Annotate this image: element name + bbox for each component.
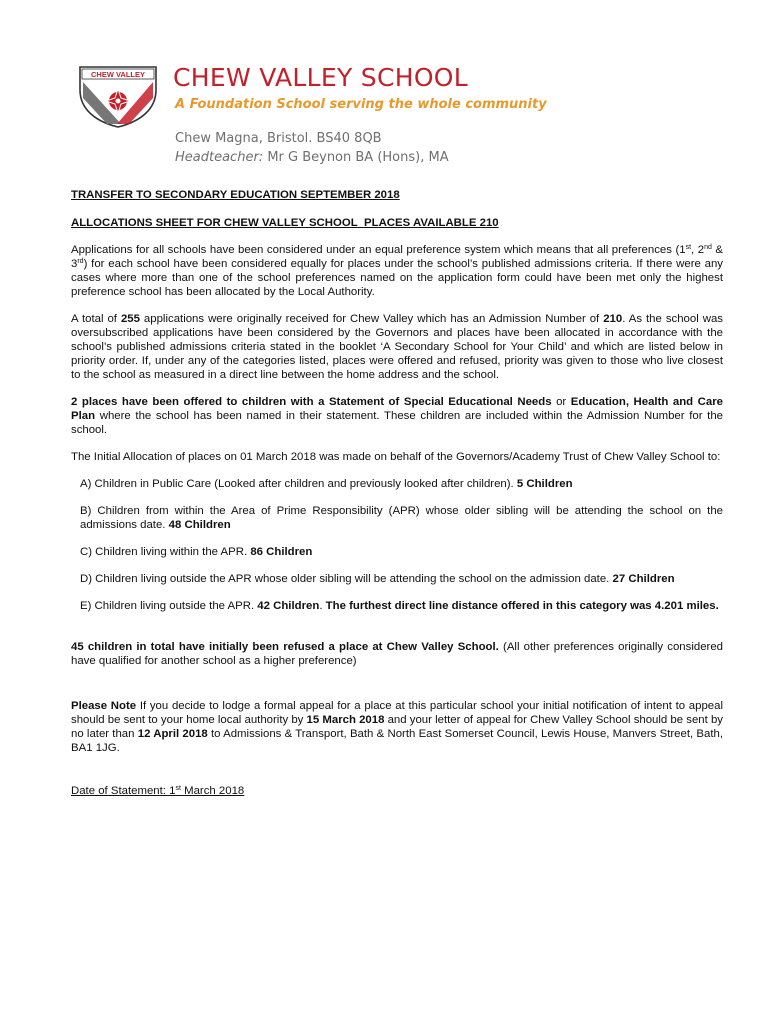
allocation-item-e: E) Children living outside the APR. 42 Children. The furthest direct line distance offered in this category was 4.201 miles.: [80, 600, 719, 612]
headteacher-label: Headteacher:: [175, 150, 264, 165]
date-of-statement: Date of Statement: 1st March 2018: [71, 785, 245, 797]
school-tagline: A Foundation School serving the whole community: [175, 97, 547, 112]
school-address: Chew Magna, Bristol. BS40 8QB: [175, 131, 382, 146]
document-body: [71, 188, 723, 798]
paragraph-initial-allocation: The Initial Allocation of places on 01 March 2018 was made on behalf of the Governors/Academy Trust of Chew Valley School to:: [71, 451, 721, 463]
paragraph-refused-total: 45 children in total have initially been refused a place at Chew Valley School. (All other preferences originally considered have qualified for another school as a higher preference): [71, 641, 723, 667]
allocation-item-b: B) Children from within the Area of Prime Responsibility (APR) whose older sibling will be attending the school on the admissions date. 48 Children: [80, 505, 723, 531]
heading-allocations-title: ALLOCATIONS SHEET FOR CHEW VALLEY SCHOOL: [71, 217, 358, 229]
allocation-item-a: A) Children in Public Care (Looked after children and previously looked after children). 5 Children: [80, 478, 573, 490]
allocation-item-d: D) Children living outside the APR whose older sibling will be attending the school on the admission date. 27 Children: [80, 573, 675, 585]
heading-transfer: TRANSFER TO SECONDARY EDUCATION SEPTEMBER 2018: [71, 189, 400, 201]
headteacher-line: [175, 150, 449, 165]
paragraph-appeal-note: Please Note If you decide to lodge a formal appeal for a place at this particular school your initial notification of intent to appeal should be sent to your home local authority by 15 March 2018 and your letter of appeal for Chew Valley School should be sent by no later than 12 April 2018 to Admissions & Transport, Bath & North East Somerset Council, Lewis House, Manvers Street, Bath, BA1 1JG.: [71, 700, 723, 754]
paragraph-sen-places: 2 places have been offered to children with a Statement of Special Educational Needs or Education, Health and Care Plan where the school has been named in their statement. These children are included within the Admission Number for the school.: [71, 396, 723, 436]
headteacher-name: Mr G Beynon BA (Hons), MA: [267, 150, 449, 165]
crest-label: CHEW VALLEY: [90, 70, 146, 79]
allocation-item-c: C) Children living within the APR. 86 Children: [80, 546, 313, 558]
paragraph-applications-total: A total of 255 applications were originally received for Chew Valley which has an Admission Number of 210. As the school was oversubscribed applications have been considered by the Governors and places have been allocated in accordance with the school’s published admissions criteria stated in the booklet ‘A Secondary School for Your Child’ and which are listed below in priority order. If, under any of the categories listed, places were offered and refused, priority was given to those who live closest to the school as measured in a direct line between the home address and the school.: [71, 313, 723, 381]
school-name: CHEW VALLEY SCHOOL: [173, 63, 468, 92]
heading-allocations: [71, 216, 723, 230]
heading-places-available: PLACES AVAILABLE 210: [364, 217, 499, 229]
school-crest-logo: [77, 64, 159, 128]
paragraph-equal-preference: Applications for all schools have been considered under an equal preference system which means that all preferences (1st, 2nd & 3rd) for each school have been considered equally for places under the school’s published admissions criteria. If there were any cases where more than one of the school preferences named on the application form could have been met only the highest preference school has been allocated by the Local Authority.: [71, 244, 723, 298]
